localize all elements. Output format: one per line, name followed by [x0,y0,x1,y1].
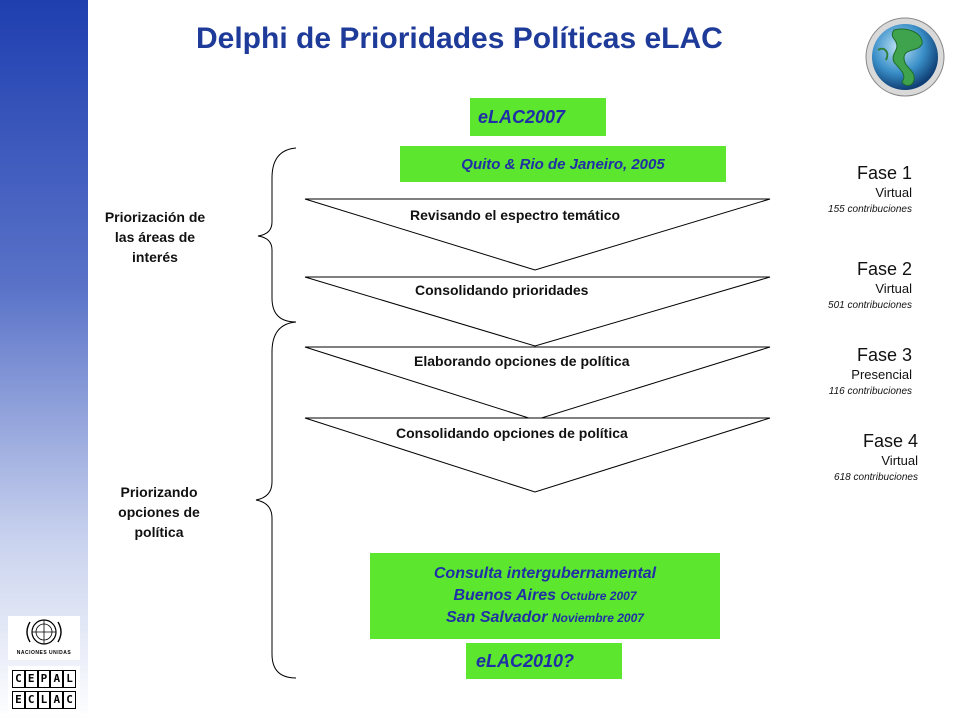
funnel-label-4: Consolidando opciones de política [396,425,628,441]
side-label-areas: Priorización de las áreas de interés [104,209,206,265]
phase-4: Fase 4 Virtual 618 contribuciones [834,431,918,483]
location-box: Quito & Rio de Janeiro, 2005 [400,146,726,182]
cepal-eclac-logo: C E P A L E C L A C [8,666,80,714]
funnel-label-2: Consolidando prioridades [415,282,589,298]
page-title: Delphi de Prioridades Políticas eLAC [196,22,723,55]
funnel-label-1: Revisando el espectro temático [410,207,621,223]
brace-options [256,322,296,678]
side-label-options: Priorizando opciones de política [118,484,200,540]
consulta-line-1: Consulta intergubernamental [433,565,657,582]
consulta-line-3: San Salvador Noviembre 2007 [446,609,644,626]
phase-1: Fase 1 Virtual 155 contribuciones [828,163,912,215]
brace-areas [258,148,296,322]
consulta-line-2: Buenos Aires Octubre 2007 [453,587,637,604]
consulta-box [370,553,720,639]
elac2010-box: eLAC2010? [466,643,622,679]
elac2007-box: eLAC2007 [470,98,606,136]
un-logo-text: NACIONES UNIDAS [16,650,72,656]
funnel-label-3: Elaborando opciones de política [414,353,630,369]
phase-3: Fase 3 Presencial 116 contribuciones [828,345,912,397]
phase-2: Fase 2 Virtual 501 contribuciones [828,259,912,311]
